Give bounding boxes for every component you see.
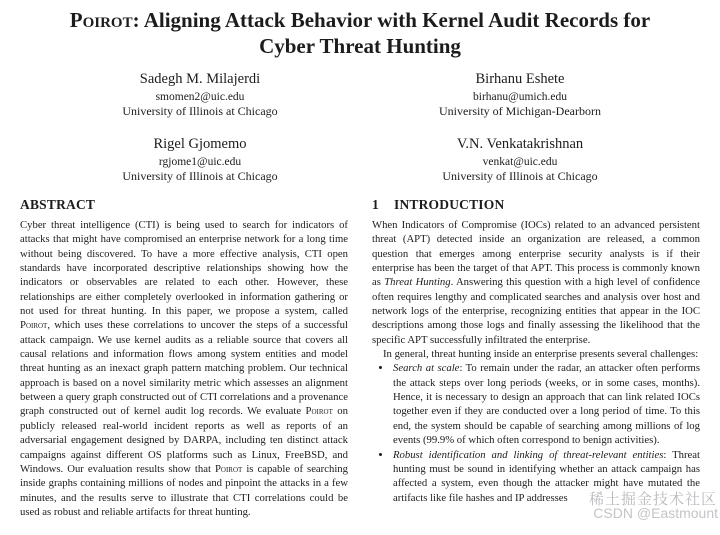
challenge-label: Search at scale: [393, 362, 460, 375]
challenges-list: [372, 361, 700, 504]
author-name: Sadegh M. Milajerdi: [139, 71, 261, 87]
threat-hunting-term: Threat Hunting: [384, 276, 451, 289]
author-name: V.N. Venkatakrishnan: [456, 136, 584, 152]
author-email: smomen2@uic.edu: [155, 91, 245, 103]
intro-paragraph-1: [372, 218, 700, 347]
author-name: Birhanu Eshete: [475, 71, 565, 87]
introduction-heading: [372, 197, 700, 213]
intro-paragraph-2: In general, threat hunting inside an enterprise presents several challenges:: [383, 348, 699, 361]
introduction-section: [372, 197, 700, 519]
abstract-heading: ABSTRACT: [20, 197, 96, 212]
author-affiliation: University of Illinois at Chicago: [122, 104, 278, 118]
abstract-paragraph: [20, 218, 348, 519]
author-block: [360, 71, 680, 119]
system-name-mention: Poirot: [305, 405, 333, 418]
challenge-text: : Threat hunting must be sound in identifying whether an attack campaign has affected a system, even though the attacker might have mutated the artifacts like file hashes and IP addresses: [393, 448, 700, 504]
paper-title-line2: Cyber Threat Hunting: [259, 34, 461, 58]
author-affiliation: University of Michigan-Dearborn: [439, 104, 601, 118]
author-name: Rigel Gjomemo: [153, 136, 247, 152]
challenge-text: : To remain under the radar, an attacker often performs the attack steps over long periods (weeks, or in some cases, months). Hence, it is necessary to design an approach that can link related IOCs together even if they are conducted over a long period of time. To this end, the system should be capable of searching among millions of log events (99.9% of which often correspond to benign activities).: [393, 362, 700, 447]
section-number: 1: [372, 197, 379, 212]
author-block: [40, 136, 360, 184]
author-email: venkat@uic.edu: [482, 156, 558, 168]
abstract-text: Cyber threat intelligence (CTI) is being used to search for indicators of attacks that might have compromised an enterprise network for a long time without being discovered. To have a more effective analysis, CTI open standards have incorporated descriptive relationships showing how the indicators or observables are related to each other. However, these relationships are either completely overlooked in information gathering or not used for threat hunting. In this paper, we propose a system, called: [20, 219, 348, 318]
author-affiliation: University of Illinois at Chicago: [122, 169, 278, 183]
watermark-juejin: 稀土掘金技术社区: [588, 491, 717, 508]
watermark-csdn: CSDN @Eastmount: [593, 505, 718, 521]
section-title: INTRODUCTION: [394, 197, 505, 212]
author-email: birhanu@umich.edu: [473, 91, 567, 103]
challenge-label: Robust identification and linking of threat-relevant entities: [393, 448, 664, 461]
intro-text: . Answering this question with a high level of confidence often requires lengthy and complicated searches and analysis over host and network logs of the enterprise, recognizing entities that appear in the IOC descriptions among those logs and finally assessing the likelihood that the specific APT successfully infiltrated the enterprise.: [372, 276, 701, 346]
system-name-mention: Poirot: [20, 319, 48, 332]
intro-text: When Indicators of Compromise (IOCs) related to an advanced persistent threat (APT) detected inside an organization are released, a common question that emerges among enterprise security analysts is if their enterprise has been the target of that APT. This process is commonly known as: [372, 219, 700, 289]
abstract-text: , which uses these correlations to uncover the steps of a successful attack campaign. We use kernel audits as a reliable source that covers all causal relations and information flows among system entities and model threat hunting as an inexact graph pattern matching problem. Our technical approach is based on a novel similarity metric which assesses an alignment between a query graph constructed out of CTI correlations and a provenance graph constructed out of kernel audit log records. We evaluate: [20, 319, 348, 418]
abstract-section: [20, 197, 348, 519]
system-name-mention: Poirot: [214, 462, 243, 475]
paper-title: [50, 7, 670, 59]
abstract-text: on publicly released real-world incident reports as well as reports of an adversarial engagement designed by DARPA, including ten distinct attack campaigns against different OS platforms such as Linux, FreeBSD, and Windows. Our evaluation results show that: [20, 405, 348, 475]
paper-title-system-name: Poirot: [69, 8, 133, 32]
author-block: [360, 136, 680, 184]
author-block: [40, 71, 360, 119]
author-email: rgjome1@uic.edu: [158, 156, 242, 168]
paper-title-line1: : Aligning Attack Behavior with Kernel Audit Records for: [132, 8, 651, 32]
abstract-text: is capable of searching inside graphs containing millions of nodes and pinpoint the attacks in a few minutes, and the results serve to illustrate that CTI correlations could be used as robust and reliable artifacts for threat hunting.: [20, 462, 348, 518]
authors-grid: [40, 71, 680, 184]
two-column-body: [20, 197, 700, 519]
author-affiliation: University of Illinois at Chicago: [442, 169, 598, 183]
challenge-item: [392, 361, 700, 447]
